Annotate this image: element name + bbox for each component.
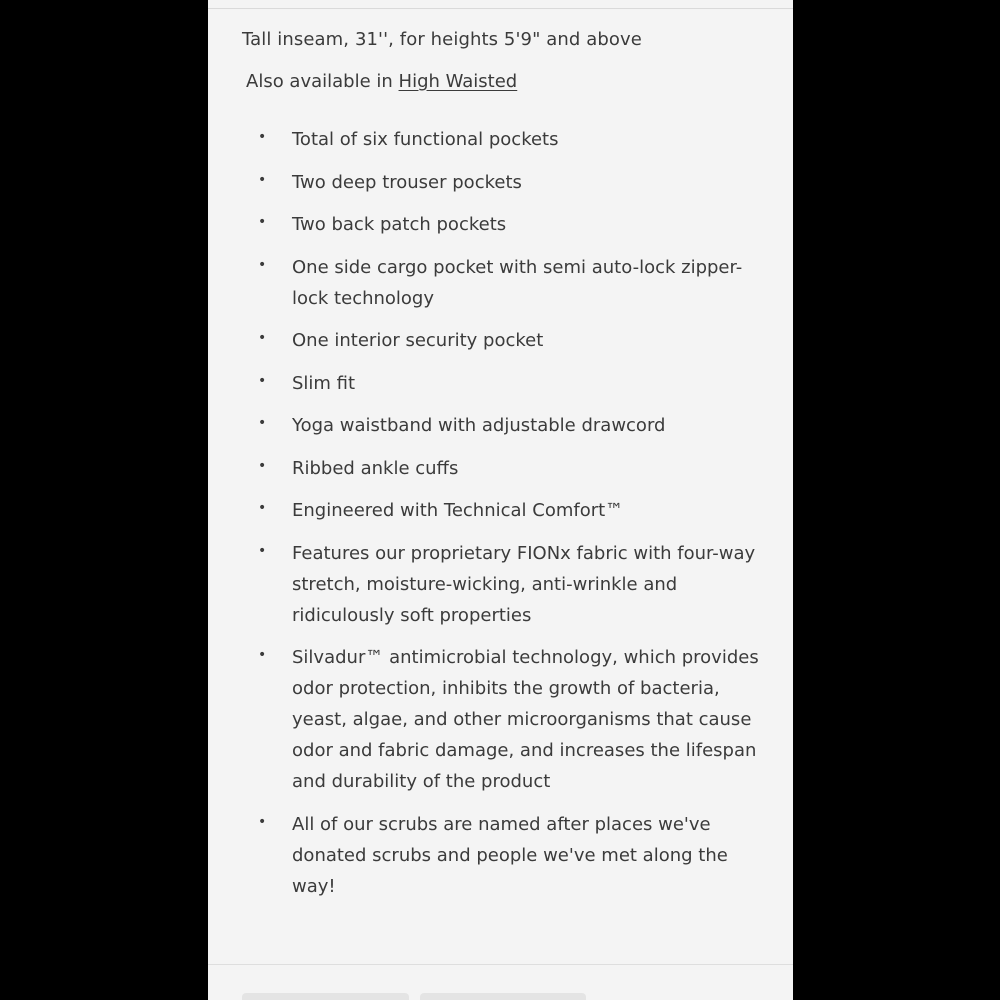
feature-list-item	[252, 325, 772, 356]
feature-text: Engineered with Technical Comfort™	[292, 500, 624, 521]
also-available-label: Also available in	[246, 71, 399, 92]
bullet-icon: •	[258, 330, 267, 346]
feature-list-item	[252, 368, 772, 399]
feature-list-item	[252, 167, 772, 198]
feature-list-item	[252, 538, 772, 631]
bottom-button-left[interactable]	[242, 993, 409, 1000]
feature-text: Yoga waistband with adjustable drawcord	[292, 415, 666, 436]
bullet-icon: •	[258, 542, 267, 559]
feature-list-item	[252, 453, 772, 484]
bullet-icon: •	[258, 500, 267, 516]
bottom-button-right[interactable]	[420, 993, 586, 1000]
bullet-icon: •	[258, 256, 267, 273]
feature-text: One side cargo pocket with semi auto-lock zipper-lock technology	[292, 256, 743, 309]
feature-text: Two deep trouser pockets	[292, 171, 522, 193]
bullet-icon: •	[258, 647, 267, 663]
feature-list-item	[252, 642, 772, 797]
inseam-text: Tall inseam, 31'', for heights 5'9" and above	[242, 29, 642, 50]
bullet-icon: •	[258, 129, 267, 145]
feature-text: Total of six functional pockets	[292, 129, 559, 150]
bullet-icon: •	[258, 214, 267, 230]
feature-text: Ribbed ankle cuffs	[292, 457, 459, 479]
feature-list-item	[252, 410, 772, 441]
top-divider	[208, 8, 793, 9]
high-waisted-link[interactable]: High Waisted	[398, 71, 518, 92]
feature-list-item	[252, 209, 772, 240]
feature-text: Silvadur™ antimicrobial technology, which provides odor protection, inhibits the growth of bacteria, yeast, algae, and other microorganisms that cause odor and fabric damage, and increases the lifespan and durability of the product	[292, 647, 759, 792]
product-details-panel	[208, 0, 793, 1000]
feature-text: One interior security pocket	[292, 330, 544, 351]
feature-text: Slim fit	[292, 372, 356, 394]
also-available-line	[246, 71, 517, 92]
feature-text: Two back patch pockets	[292, 214, 507, 235]
feature-list-item	[252, 124, 772, 155]
bullet-icon: •	[258, 813, 267, 830]
feature-list	[252, 124, 772, 913]
feature-list-item	[252, 809, 772, 902]
bullet-icon: •	[258, 457, 267, 474]
feature-text: All of our scrubs are named after places we've donated scrubs and people we've met along the way!	[292, 813, 728, 897]
bottom-divider	[208, 964, 793, 965]
bullet-icon: •	[258, 171, 267, 188]
feature-text: Features our proprietary FIONx fabric with four-way stretch, moisture-wicking, anti-wrinkle and ridiculously soft properties	[292, 542, 756, 626]
feature-list-item	[252, 495, 772, 526]
feature-list-item	[252, 252, 772, 314]
bullet-icon: •	[258, 415, 267, 431]
bullet-icon: •	[258, 372, 267, 389]
